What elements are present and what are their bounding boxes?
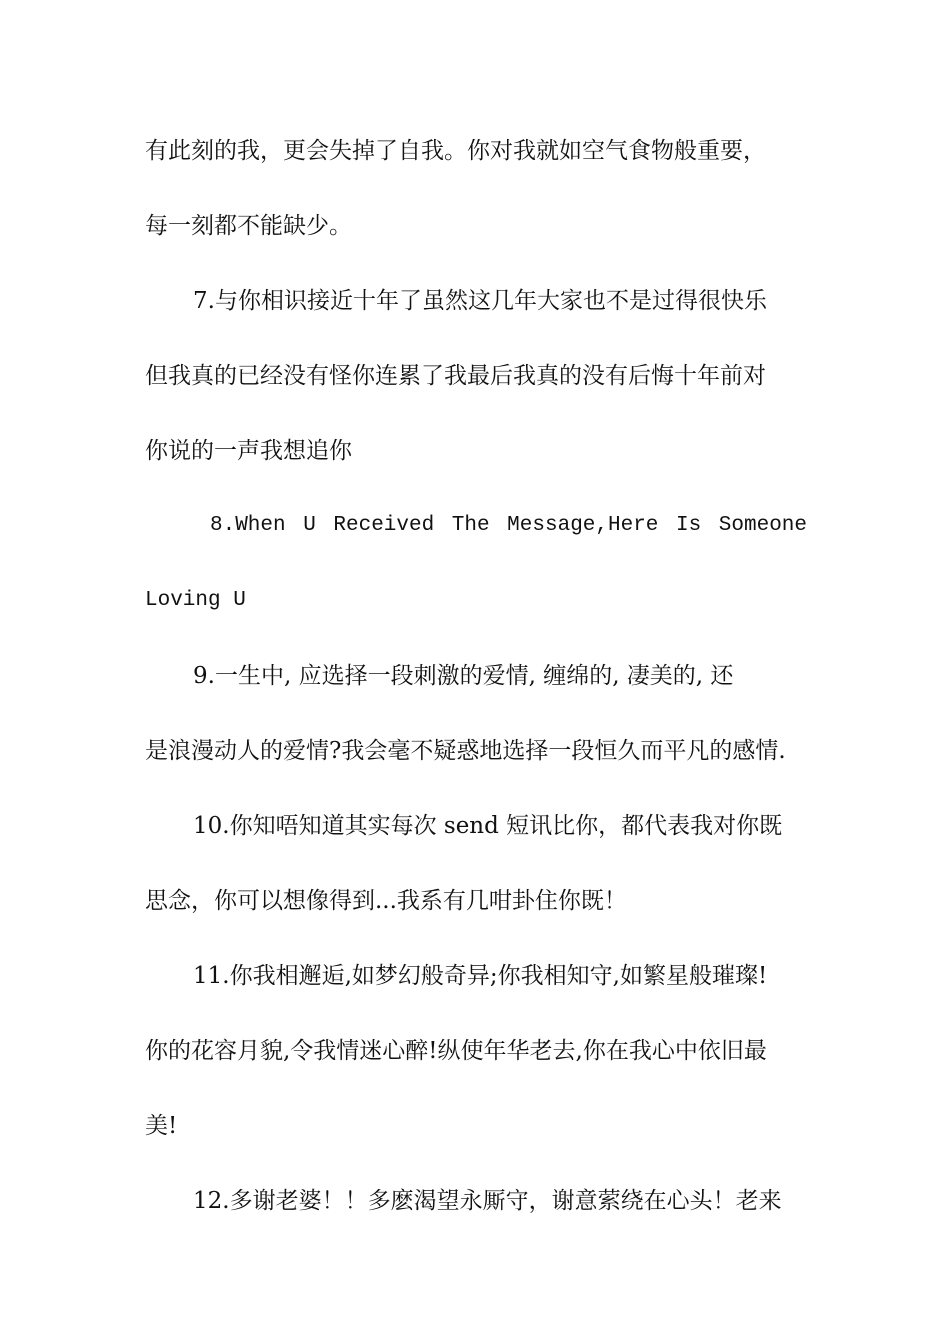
text-line: 你的花容月貌,令我情迷心醉!纵使年华老去,你在我心中依旧最	[145, 1038, 767, 1064]
text-line: 9.一生中, 应选择一段刺激的爱情, 缠绵的, 凄美的, 还	[193, 663, 734, 689]
text-line: 美!	[145, 1113, 178, 1139]
text-line: 思念，你可以想像得到...我系有几咁卦住你既！	[145, 888, 627, 914]
text-line: 7.与你相识接近十年了虽然这几年大家也不是过得很快乐	[193, 288, 767, 314]
text-line: 是浪漫动人的爱情?我会毫不疑惑地选择一段恒久而平凡的感情.	[145, 738, 786, 764]
text-line: 有此刻的我，更会失掉了自我。你对我就如空气食物般重要，	[145, 138, 766, 164]
text-line: 10.你知唔知道其实每次 send 短讯比你，都代表我对你既	[193, 813, 783, 839]
text-line: 12.多谢老婆！！多麽渴望永厮守，谢意萦绕在心头！老来	[193, 1188, 782, 1214]
text-line: 每一刻都不能缺少。	[145, 213, 352, 239]
text-line: 你说的一声我想追你	[145, 438, 352, 464]
text-line: 8.When U Received The Message,Here Is Someone	[210, 514, 807, 537]
text-line: 但我真的已经没有怪你连累了我最后我真的没有后悔十年前对	[145, 363, 766, 389]
text-line: Loving U	[145, 589, 246, 612]
text-line: 11.你我相邂逅,如梦幻般奇异;你我相知守,如繁星般璀璨!	[193, 963, 768, 989]
